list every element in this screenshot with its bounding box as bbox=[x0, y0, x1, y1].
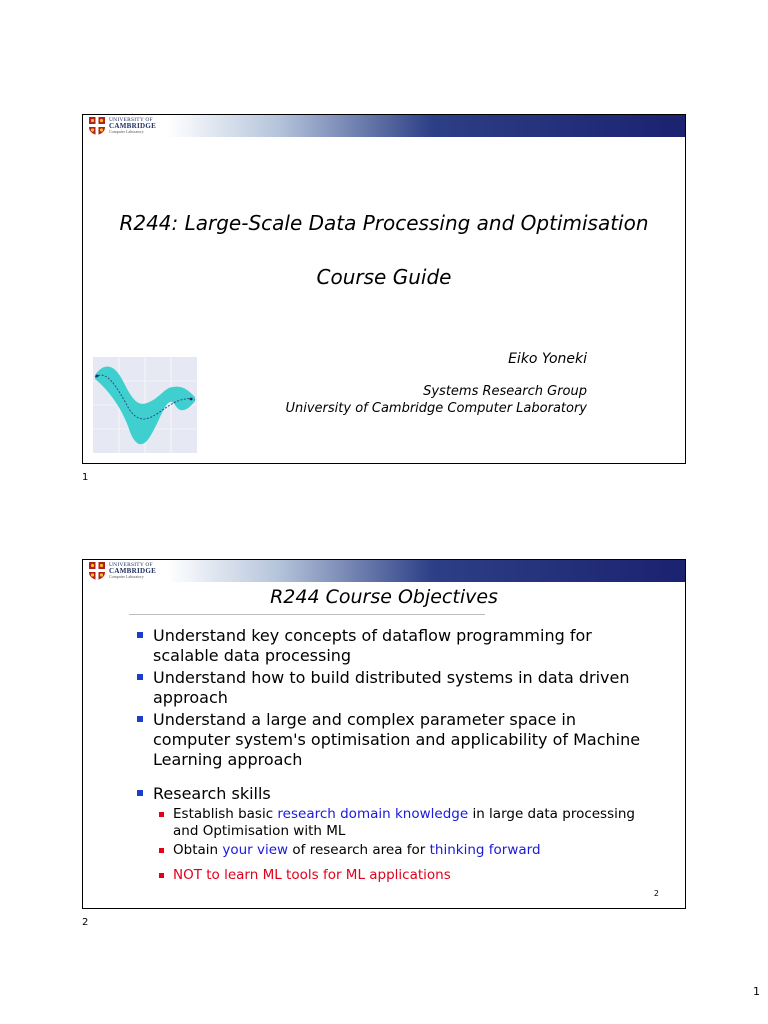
sub-item bbox=[157, 806, 655, 840]
highlight-text: your view bbox=[222, 842, 289, 858]
slide-subtitle: Course Guide bbox=[316, 265, 452, 289]
cambridge-logo bbox=[89, 562, 156, 580]
slide-header bbox=[83, 560, 685, 582]
logo-line-1: UNIVERSITY OF bbox=[109, 116, 153, 123]
objective-item: Understand key concepts of dataflow programming for scalable data processing bbox=[135, 626, 655, 666]
cambridge-shield-icon bbox=[89, 562, 105, 580]
sub-item-text: in large data processing and Optimisation with ML bbox=[173, 806, 636, 839]
logo-line-1: UNIVERSITY OF bbox=[109, 561, 153, 568]
sub-item-text: of research area for bbox=[288, 842, 430, 858]
slide-number: 2 bbox=[653, 889, 659, 898]
cambridge-shield-icon bbox=[89, 117, 105, 135]
logo-line-3: Computer Laboratory bbox=[109, 129, 144, 135]
objectives-list bbox=[135, 626, 655, 886]
highlight-text: research domain knowledge bbox=[277, 806, 469, 822]
slide-2 bbox=[82, 559, 686, 909]
sheet-number: 1 bbox=[753, 985, 760, 998]
page-number-2: 2 bbox=[82, 917, 89, 928]
sub-item-text: Establish basic bbox=[173, 806, 278, 822]
logo-line-3: Computer Laboratory bbox=[109, 574, 144, 580]
affiliation bbox=[286, 383, 588, 417]
page-number-1: 1 bbox=[82, 472, 89, 483]
affiliation-group: Systems Research Group bbox=[423, 384, 587, 399]
title-divider bbox=[129, 614, 485, 615]
cambridge-logo bbox=[89, 117, 156, 135]
author-name: Eiko Yoneki bbox=[508, 351, 587, 367]
sub-item bbox=[157, 842, 655, 859]
logo-line-2: CAMBRIDGE bbox=[109, 122, 157, 131]
sub-item-warning: NOT to learn ML tools for ML applications bbox=[157, 867, 655, 884]
logo-line-2: CAMBRIDGE bbox=[109, 567, 157, 576]
slide-header bbox=[83, 115, 685, 137]
slide-title: R244: Large-Scale Data Processing and Optimisation bbox=[119, 211, 649, 235]
sub-item-text: Obtain bbox=[173, 842, 223, 858]
objective-item: Understand how to build distributed systems in data driven approach bbox=[135, 668, 655, 708]
highlight-text: thinking forward bbox=[429, 842, 541, 858]
objective-item: Research skills bbox=[135, 784, 655, 804]
objective-item: Understand a large and complex parameter space in computer system's optimisation and applicability of Machine Learning approach bbox=[135, 710, 655, 770]
affiliation-lab: University of Cambridge Computer Laboratory bbox=[285, 401, 587, 416]
objectives-title: R244 Course Objectives bbox=[270, 586, 498, 608]
slide-1 bbox=[82, 114, 686, 464]
gaussian-process-plot-illustration bbox=[93, 357, 197, 453]
